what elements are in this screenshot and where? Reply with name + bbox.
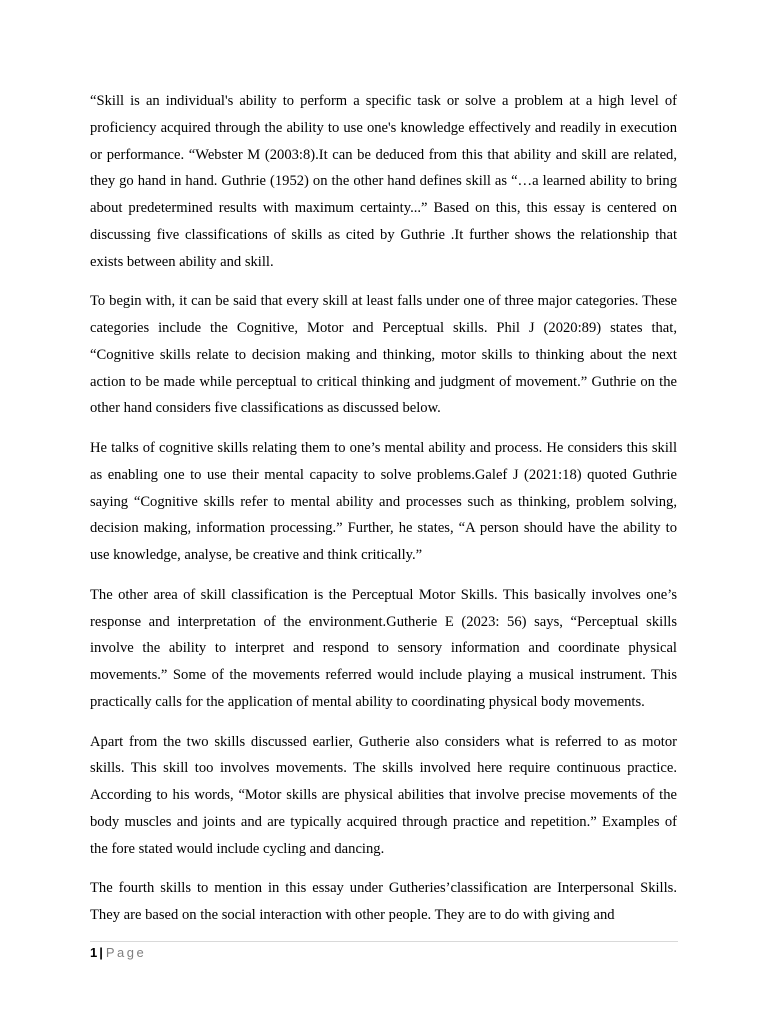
page-label: Page xyxy=(105,945,147,960)
page-number: 1 xyxy=(90,945,98,960)
paragraph-perceptual-motor-skills: The other area of skill classification is the Perceptual Motor Skills. This basically involves one’s response and interpretation of the environment.Gutherie E (2023: 56) says, “Perceptual skills involve the ability to interpret and respond to sensory information and coordinate physical movements.” Some of the movements referred would include playing a musical instrument. This practically calls for the application of mental ability to coordinating physical body movements. xyxy=(90,586,677,710)
footer-separator: | xyxy=(99,945,103,960)
paragraph-intro: “Skill is an individual's ability to perform a specific task or solve a problem at a high level of proficiency acquired through the ability to use one's knowledge effectively and readily in execution or performance. “Webster M (2003:8).It can be deduced from this that ability and skill are related, they go hand in hand. Guthrie (1952) on the other hand defines skill as “…a learned ability to bring about predetermined results with maximum certainty...” Based on this, this essay is centered on discussing five classifications of skills as cited by Guthrie .It further shows the relationship that exists between ability and skill. xyxy=(90,93,677,270)
paragraph-cognitive-skills: He talks of cognitive skills relating them to one’s mental ability and process. He considers this skill as enabling one to use their mental capacity to solve problems.Galef J (2021:18) quoted Guthrie saying “Cognitive skills refer to mental ability and processes such as thinking, problem solving, decision making, information processing.” Further, he states, “A person should have the ability to use knowledge, analyse, be creative and think critically.” xyxy=(90,440,677,563)
paragraph-categories: To begin with, it can be said that every skill at least falls under one of three major categories. These categories include the Cognitive, Motor and Perceptual skills. Phil J (2020:89) states that, “Cognitive skills relate to decision making and thinking, motor skills to thinking about the next action to be made while perceptual to critical thinking and judgment of movement.” Guthrie on the other hand considers five classifications as discussed below. xyxy=(90,293,677,417)
paragraph-motor-skills: Apart from the two skills discussed earlier, Gutherie also considers what is referred to as motor skills. This skill too involves movements. The skills involved here require continuous practice. According to his words, “Motor skills are physical abilities that involve precise movements of the body muscles and joints and are typically acquired through practice and repetition.” Examples of the fore stated would include cycling and dancing. xyxy=(90,733,677,857)
page-footer xyxy=(90,941,678,962)
paragraph-interpersonal-skills: The fourth skills to mention in this essay under Gutheries’classification are Interpersonal Skills. They are based on the social interaction with other people. They are to do with giving and xyxy=(90,880,677,923)
document-body xyxy=(90,88,677,942)
